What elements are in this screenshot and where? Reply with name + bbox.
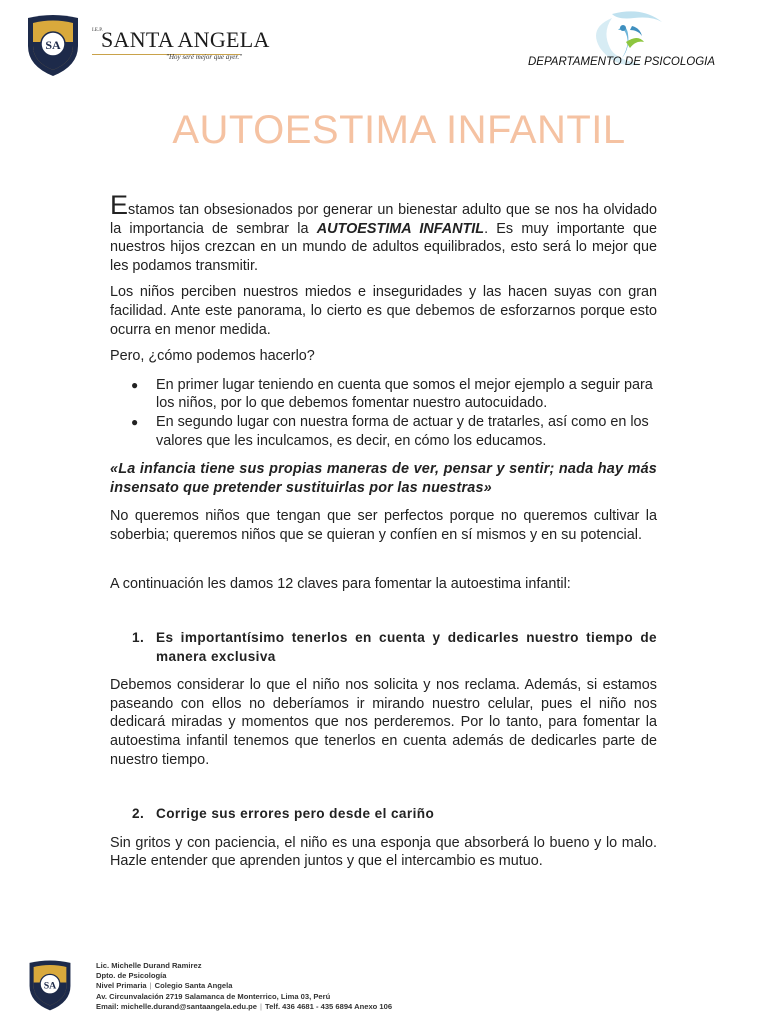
brand-name: SANTA ANGELA (101, 27, 270, 52)
footer-shield-icon (24, 958, 76, 1012)
footer-level: Nivel Primaria | Colegio Santa Angela (96, 981, 233, 991)
section-heading-2: 2. Corrige sus errores pero desde el cariño (132, 806, 435, 822)
paragraph-fears: Los niños perciben nuestros miedos e inseguridades y las hacen suyas con gran facilidad. Ante este panorama, lo cierto es que debemos de esforzarnos porque esto ocurra en menor medida. (110, 284, 657, 338)
list-item: ● En primer lugar teniendo en cuenta que somos el mejor ejemplo a seguir para los niños, por lo que debemos fomentar nuestro autocuidado. (131, 376, 653, 412)
keys-intro: A continuación les damos 12 claves para fomentar la autoestima infantil: (110, 575, 571, 592)
paragraph-perfection: No queremos niños que tengan que ser perfectos porque no queremos cultivar la soberbia; queremos niños que se quieran y confíen en sí mismos y en su potencial. (110, 508, 657, 543)
bullet-list (110, 376, 657, 450)
intro-paragraph: Estamos tan obsesionados por generar un bienestar adulto que se nos ha olvidado la importancia de sembrar la AUTOESTIMA INFANTIL. Es muy importante que nuestros hijos crezcan en un mundo de adultos equilibrados, esto será lo mejor que les podamos transmitir. (110, 190, 657, 274)
list-item: ● En segundo lugar con nuestra forma de actuar y de tratarles, así como en los valores que les inculcamos, es decir, en cómo los educamos. (131, 413, 649, 449)
footer-phone: Telf. 436 4681 - 435 6894 Anexo 106 (265, 1001, 393, 1011)
document-body (110, 190, 657, 871)
footer-contact (96, 961, 456, 1012)
svg-text:SA: SA (43, 980, 57, 992)
letterhead (0, 0, 768, 95)
intro-emphasis: AUTOESTIMA INFANTIL (316, 220, 485, 237)
school-shield-icon (24, 12, 82, 78)
bullet-icon: ● (131, 377, 139, 392)
question-line: Pero, ¿cómo podemos hacerlo? (110, 348, 315, 365)
footer-email[interactable]: michelle.durand@santaangela.edu.pe (120, 1001, 258, 1011)
section-body-2: Sin gritos y con paciencia, el niño es una esponja que absorberá lo bueno y lo malo. Hazle entender que aprenden juntos y que el intercambio es mutuo. (110, 834, 657, 870)
footer-contact-line: Email: michelle.durand@santaangela.edu.pe | Telf. 436 4681 - 435 6894 Anexo 106 (96, 1001, 393, 1011)
footer-address: Av. Circunvalación 2719 Salamanca de Monterrico, Lima 03, Perú (96, 991, 331, 1001)
footer-name: Lic. Michelle Durand Ramirez (96, 961, 202, 970)
document-title: AUTOESTIMA INFANTIL (172, 108, 626, 152)
section-body-1: Debemos considerar lo que el niño nos solicita y nos reclama. Además, si estamos paseando con ellos no deberíamos ir mirando nuestro celular, pues el niño nos dedicará miradas y momentos que nos perderemos. Por lo tanto, para fomentar la autoestima infantil tenemos que tenerlos en cuenta además de dedicarles parte de nuestro tiempo. (110, 677, 657, 768)
footer-dept: Dpto. de Psicología (96, 971, 167, 981)
dropcap: E (110, 190, 129, 220)
shield-initials: SA (45, 38, 61, 52)
section-heading-1: 1. Es importantísimo tenerlos en cuenta y dedicarles nuestro tiempo de manera exclusiva (132, 630, 657, 664)
department-name: DEPARTAMENTO DE PSICOLOGIA (528, 56, 716, 68)
brand-slogan: "Hoy seré mejor que ayer." (166, 53, 243, 61)
quote-block: «La infancia tiene sus propias maneras de ver, pensar y sentir; nada hay más insensato que pretender sustituirlas por las nuestras» (110, 461, 657, 496)
bullet-icon: ● (131, 414, 139, 429)
brand-prefix: I.E.P. (92, 28, 103, 33)
